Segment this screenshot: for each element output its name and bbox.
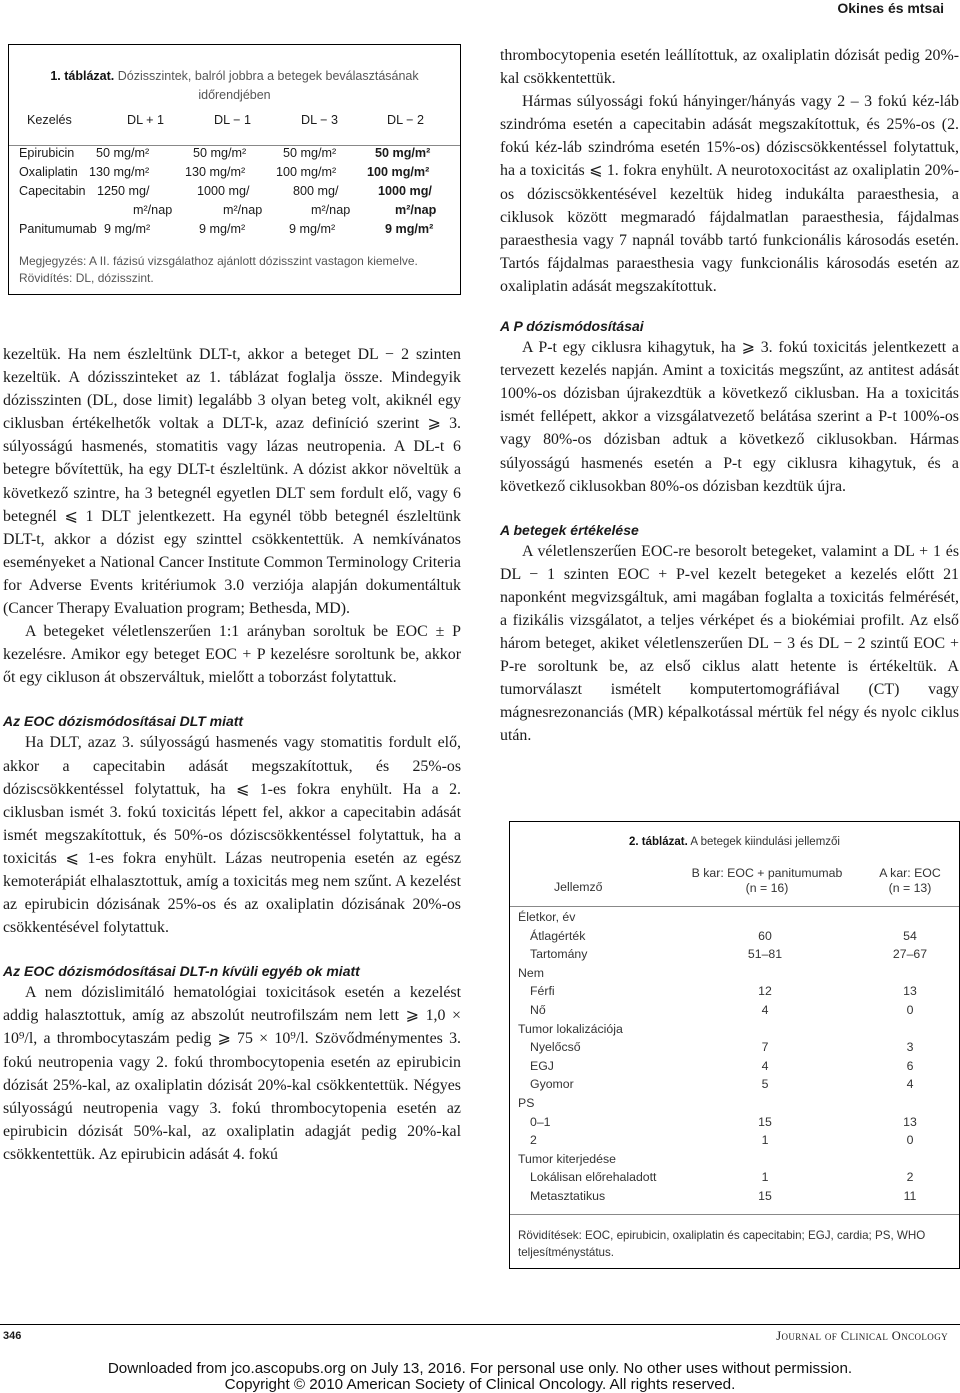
section-heading: A betegek értékelése (500, 521, 639, 538)
table-2-cell-b: 5 (761, 1077, 769, 1092)
table-2-cell-a: 3 (906, 1040, 914, 1055)
table-1-cell-highlight: 50 mg/m² (375, 146, 431, 160)
section-header: Okines és mtsai (837, 0, 944, 16)
table-2-cell-b: 51–81 (747, 947, 783, 962)
table-1-drug: Oxaliplatin (19, 165, 78, 179)
section-heading: Az EOC dózismódosításai DLT miatt (3, 713, 244, 730)
table-1-label: 1. táblázat. (50, 69, 115, 83)
table-2-group-label: Tumor kiterjedése (518, 1151, 616, 1166)
table-2-row-label: Tartomány (530, 947, 588, 962)
table-1-title-line1: Dózisszintek, balról jobbra a betegek beválasztásának (117, 69, 419, 83)
table-2-col-header: (n = 13) (888, 881, 932, 895)
table-1-cell: 9 mg/m² (104, 222, 151, 236)
paragraph: kezeltük. Ha nem észleltünk DLT-t, akkor a beteget DL − 2 szinten kezeltük. A dózisszinteket az 1. táblázat foglalja össze. Mindegyik dózisszinten (DL, dose limit) legalább 3 olyan beteg volt, akiknél egy ciklusban értékelhetők voltak a DLT-k, azaz definíció szerint ⩾ 3. súlyosságú hasmenés, stomatitis vagy lázas neutropenia. A DL-t 6 betegre bővítettük, ha egy DLT-t észleltünk. A dózist akkor növeltük a következő szintre, ha 3 betegnél egyetlen DLT sem fordult elő, vagy 6 betegnél ⩽ 1 DLT jelentkezett. Ha egynél több betegnél észleltünk DLT-t, akkor a dózist egy szinttel csökkentettük. A nemkívánatos eseményeket a National Cancer Institute Common Terminology Criteria for Adverse Events kritériumok 3.0 verziója alapján dokumentáltuk (Cancer Therapy Evaluation program; Bethesda, MD). (3, 346, 461, 618)
table-2-col-header: B kar: EOC + panitumumab (691, 866, 843, 880)
table-1-cell-unit: m²/nap (311, 203, 351, 217)
table-2-rule (510, 1214, 959, 1215)
table-1-cell: 1000 mg/ (197, 184, 250, 198)
paragraph: A nem dózislimitáló hematológiai toxicitások esetén a kezelést addig halasztottuk, amíg az abszolút neutrofilszám nem lett ⩾ 1,0 × 10⁹/l, a thrombocytaszám pedig ⩾ 75 × 10⁹/l. Szövődménymentes 3. fokú neutropenia vagy 2. fokú thrombocytopenia esetén az epirubicin dózisát 25%-kal, az oxaliplatin dózisát 20%-kal csökkentettük. Négyes súlyosságú neutropenia vagy 3. fokú thrombocytopenia esetén az epirubicin dózisát 50%-kal, az oxaliplatin adagját pedig 20%-kal csökkentettük. Az epirubicin adását 4. fokú (3, 984, 461, 1163)
table-2-cell-b: 1 (761, 1170, 769, 1185)
journal-name-text: Journal of Clinical Oncology (776, 1329, 948, 1343)
table-2-cell-b: 1 (761, 1133, 769, 1148)
table-2-cell-b: 15 (758, 1114, 772, 1129)
table-2-row-label: 0–1 (530, 1114, 551, 1129)
download-notice: Downloaded from jco.ascopubs.org on July 13, 2016. For personal use only. No other uses without permission. (107, 1360, 853, 1377)
table-2-caption (510, 836, 959, 848)
table-2-col-header: Jellemző (554, 880, 603, 894)
table-2-cell-a: 4 (906, 1077, 914, 1092)
table-1-cell: 1250 mg/ (97, 184, 150, 198)
table-2-cell-a: 13 (903, 984, 917, 999)
section-heading: Az EOC dózismódosításai DLT-n kívüli egyéb ok miatt (3, 963, 360, 980)
table-2-cell-a: 2 (906, 1170, 914, 1185)
paragraph: A betegeket véletlenszerűen 1:1 arányban soroltuk be EOC ± P kezelésre. Amikor egy beteget EOC + P kezelésre soroltunk be, akkor őt egy cikluson át obszerváltuk, mielőtt a toborzást folytattuk. (3, 623, 461, 687)
table-2-title: A betegek kiindulási jellemzői (690, 836, 840, 848)
table-2-row-label: Átlagérték (530, 928, 586, 943)
table-2-rule (510, 906, 959, 907)
table-2-cell-b: 7 (761, 1040, 769, 1055)
table-2-cell-b: 60 (758, 928, 772, 943)
table-2-label: 2. táblázat. (629, 836, 688, 848)
table-2-cell-a: 54 (903, 928, 917, 943)
table-1-col-header: Kezelés (27, 113, 72, 127)
table-2-cell-b: 12 (758, 984, 772, 999)
table-1-cell: 800 mg/ (293, 184, 339, 198)
footer-rule (0, 1324, 960, 1325)
table-1-col-header: DL − 3 (301, 113, 338, 127)
table-1-col-header: DL + 1 (127, 113, 164, 127)
table-2-row-label: Gyomor (530, 1077, 574, 1092)
table-2-col-header: (n = 16) (745, 881, 789, 895)
section-heading: A P dózismódosításai (500, 318, 644, 335)
table-1-cell-highlight: 9 mg/m² (385, 222, 434, 236)
table-1-drug: Capecitabin (19, 184, 86, 198)
table-1-cell: 130 mg/m² (185, 165, 246, 179)
table-1-drug: Epirubicin (19, 146, 75, 160)
table-2-group-label: Életkor, év (518, 910, 576, 924)
table-1-cell-unit: m²/nap (223, 203, 263, 217)
table-2-group-label: Nem (518, 965, 544, 980)
table-1-notes (19, 253, 418, 287)
table-2-row-label: Nő (530, 1003, 546, 1017)
table-1-cell: 50 mg/m² (193, 146, 247, 160)
table-2-row-label: Metasztatikus (530, 1189, 606, 1203)
table-1 (8, 44, 461, 295)
table-1-col-header: DL − 2 (387, 113, 424, 127)
table-2-cell-b: 15 (758, 1189, 772, 1203)
table-2-cell-a: 6 (906, 1058, 914, 1073)
copyright-notice: Copyright © 2010 American Society of Clinical Oncology. All rights reserved. (224, 1376, 736, 1393)
table-1-drug: Panitumumab (19, 222, 97, 236)
table-2-note: Rövidítések: EOC, epirubicin, oxaliplatin és capecitabin; EGJ, cardia; PS, WHO teljesítménystátus. (518, 1229, 926, 1259)
journal-name (776, 1329, 948, 1344)
paragraph: A P-t egy ciklusra kihagytuk, ha ⩾ 3. fokú toxicitás jelentkezett a tervezett kezelés napján. Amint a toxicitás megszűnt, az antitest adását 100%-os dózisban újrakezdtük a következő ciklusban. Ha a toxicitás ismét fellépett, akkor a vizsgálatvezető belátása szerint a P-t 100%-os vagy 80%-os dózisban adtuk a következő ciklusokban. Hármas súlyosságú hasmenés esetén a P-t egy ciklusra kihagytuk, és a következő ciklusokban 80%-os dózisban kezdtük újra. (500, 339, 959, 495)
table-1-cell: 9 mg/m² (199, 222, 246, 236)
paragraph: Ha DLT, azaz 3. súlyosságú hasmenés vagy stomatitis fordult elő, akkor a capecitabin adását megszakítottuk, és 25%-os dóziscsökkentéssel folytattuk, ha ⩽ 1-es fokra enyhült. Ha a 2. ciklusban ismét 3. fokú toxicitás lépett fel, akkor a capecitabin adását ismét megszakítottuk, és 50%-os dóziscsökkentéssel folytattuk, ha a toxicitás ⩽ 1-es fokra enyhült. Lázas neutropenia esetén az egész kemoterápiát elhalasztottuk, amíg a toxicitás meg nem szűnt. A kezelést az epirubicin dózisának 25%-os és az oxaliplatin dózisának 20%-os csökkentésével folytattuk. (3, 734, 461, 937)
table-2-row-label: Férfi (530, 984, 555, 999)
table-1-cell-highlight: 100 mg/m² (367, 165, 430, 179)
table-1-cell-unit: m²/nap (133, 203, 173, 217)
table-2-group-label: PS (518, 1096, 535, 1110)
page-number: 346 (3, 1330, 22, 1342)
table-2-row-label: 2 (530, 1133, 537, 1148)
table-2-cell-b: 4 (761, 1058, 769, 1073)
table-1-col-header: DL − 1 (214, 113, 251, 127)
table-2-cell-a: 27–67 (892, 947, 928, 962)
table-2-group-label: Tumor lokalizációja (518, 1021, 623, 1036)
table-2-row-label: Nyelőcső (530, 1040, 581, 1055)
table-2 (509, 821, 960, 1269)
paragraph: Hármas súlyossági fokú hányinger/hányás vagy 2 – 3 fokú kéz-láb szindróma esetén a capecitabin adását megszakítottuk, és 25%-os (2. fokú kéz-láb szindróma esetén 15%-os) dóziscsökkentéssel folytattuk, ha a toxicitás ⩽ 1. fokra enyhült. A neurotoxocitást az oxaliplatin 20%-os dóziscsökkentésével kezeltük hideg indukálta paraesthesia, a ciklusok között megmaradó fájdalmatlan paraesthesia, fájdalmas paraesthesia vagy 7 napnál tovább tartó funkcionális károsodás esetén. Tartós fájdalmas paraesthesia vagy funkcionális károsodás esetén az oxaliplatin adását megszakítottuk. (500, 93, 959, 295)
table-1-cell: 9 mg/m² (289, 222, 336, 236)
right-column (500, 44, 959, 748)
table-1-cell: 50 mg/m² (283, 146, 337, 160)
table-2-row-label: Lokálisan előrehaladott (530, 1170, 657, 1185)
table-2-cell-a: 0 (906, 1003, 914, 1017)
left-column (3, 343, 461, 1166)
table-2-col-header: A kar: EOC (879, 866, 941, 880)
table-2-row-label: EGJ (530, 1058, 554, 1073)
table-1-note: Megjegyzés: A II. fázisú vizsgálathoz ajánlott dózisszint vastagon kiemelve. (19, 254, 418, 268)
table-2-cell-a: 0 (906, 1133, 914, 1148)
table-1-cell: 130 mg/m² (89, 165, 150, 179)
paragraph: A véletlenszerűen EOC-re besorolt betegeket, valamint a DL + 1 és DL − 1 szinten EOC + P-vel kezelt betegeket a kezelés előtt 21 naponként megvizsgáltuk, ami magában foglalta a toxicitás felmérését, a fizikális vizsgálatot, a teljes vérképet és a biokémiai profilt. Az első három beteget, akiket véletlenszerűen DL − 3 és DL − 2 szintű EOC + P-re soroltunk be, az első ciklus alatt hetente is értékeltük. A tumorválaszt ismételt komputertomográfiával (CT) vagy mágnesrezonanciás (MR) képalkotással mértük fel négy és nyolc ciklus után. (500, 542, 959, 745)
table-1-abbrev: Rövidítés: DL, dózisszint. (19, 271, 154, 285)
table-1-cell-unit-highlight: m²/nap (395, 203, 437, 217)
table-1-title-line2: időrendjében (198, 88, 271, 102)
table-1-cell: 50 mg/m² (96, 146, 150, 160)
paragraph: thrombocytopenia esetén leállítottuk, az oxaliplatin dózisát pedig 20%-kal csökkentettük. (500, 47, 959, 88)
table-1-cell-highlight: 1000 mg/ (378, 184, 432, 198)
table-2-cell-a: 13 (903, 1114, 917, 1129)
table-1-cell: 100 mg/m² (276, 165, 337, 179)
table-2-cell-a: 11 (903, 1189, 917, 1203)
table-2-cell-b: 4 (761, 1003, 769, 1017)
table-1-caption (9, 67, 460, 105)
